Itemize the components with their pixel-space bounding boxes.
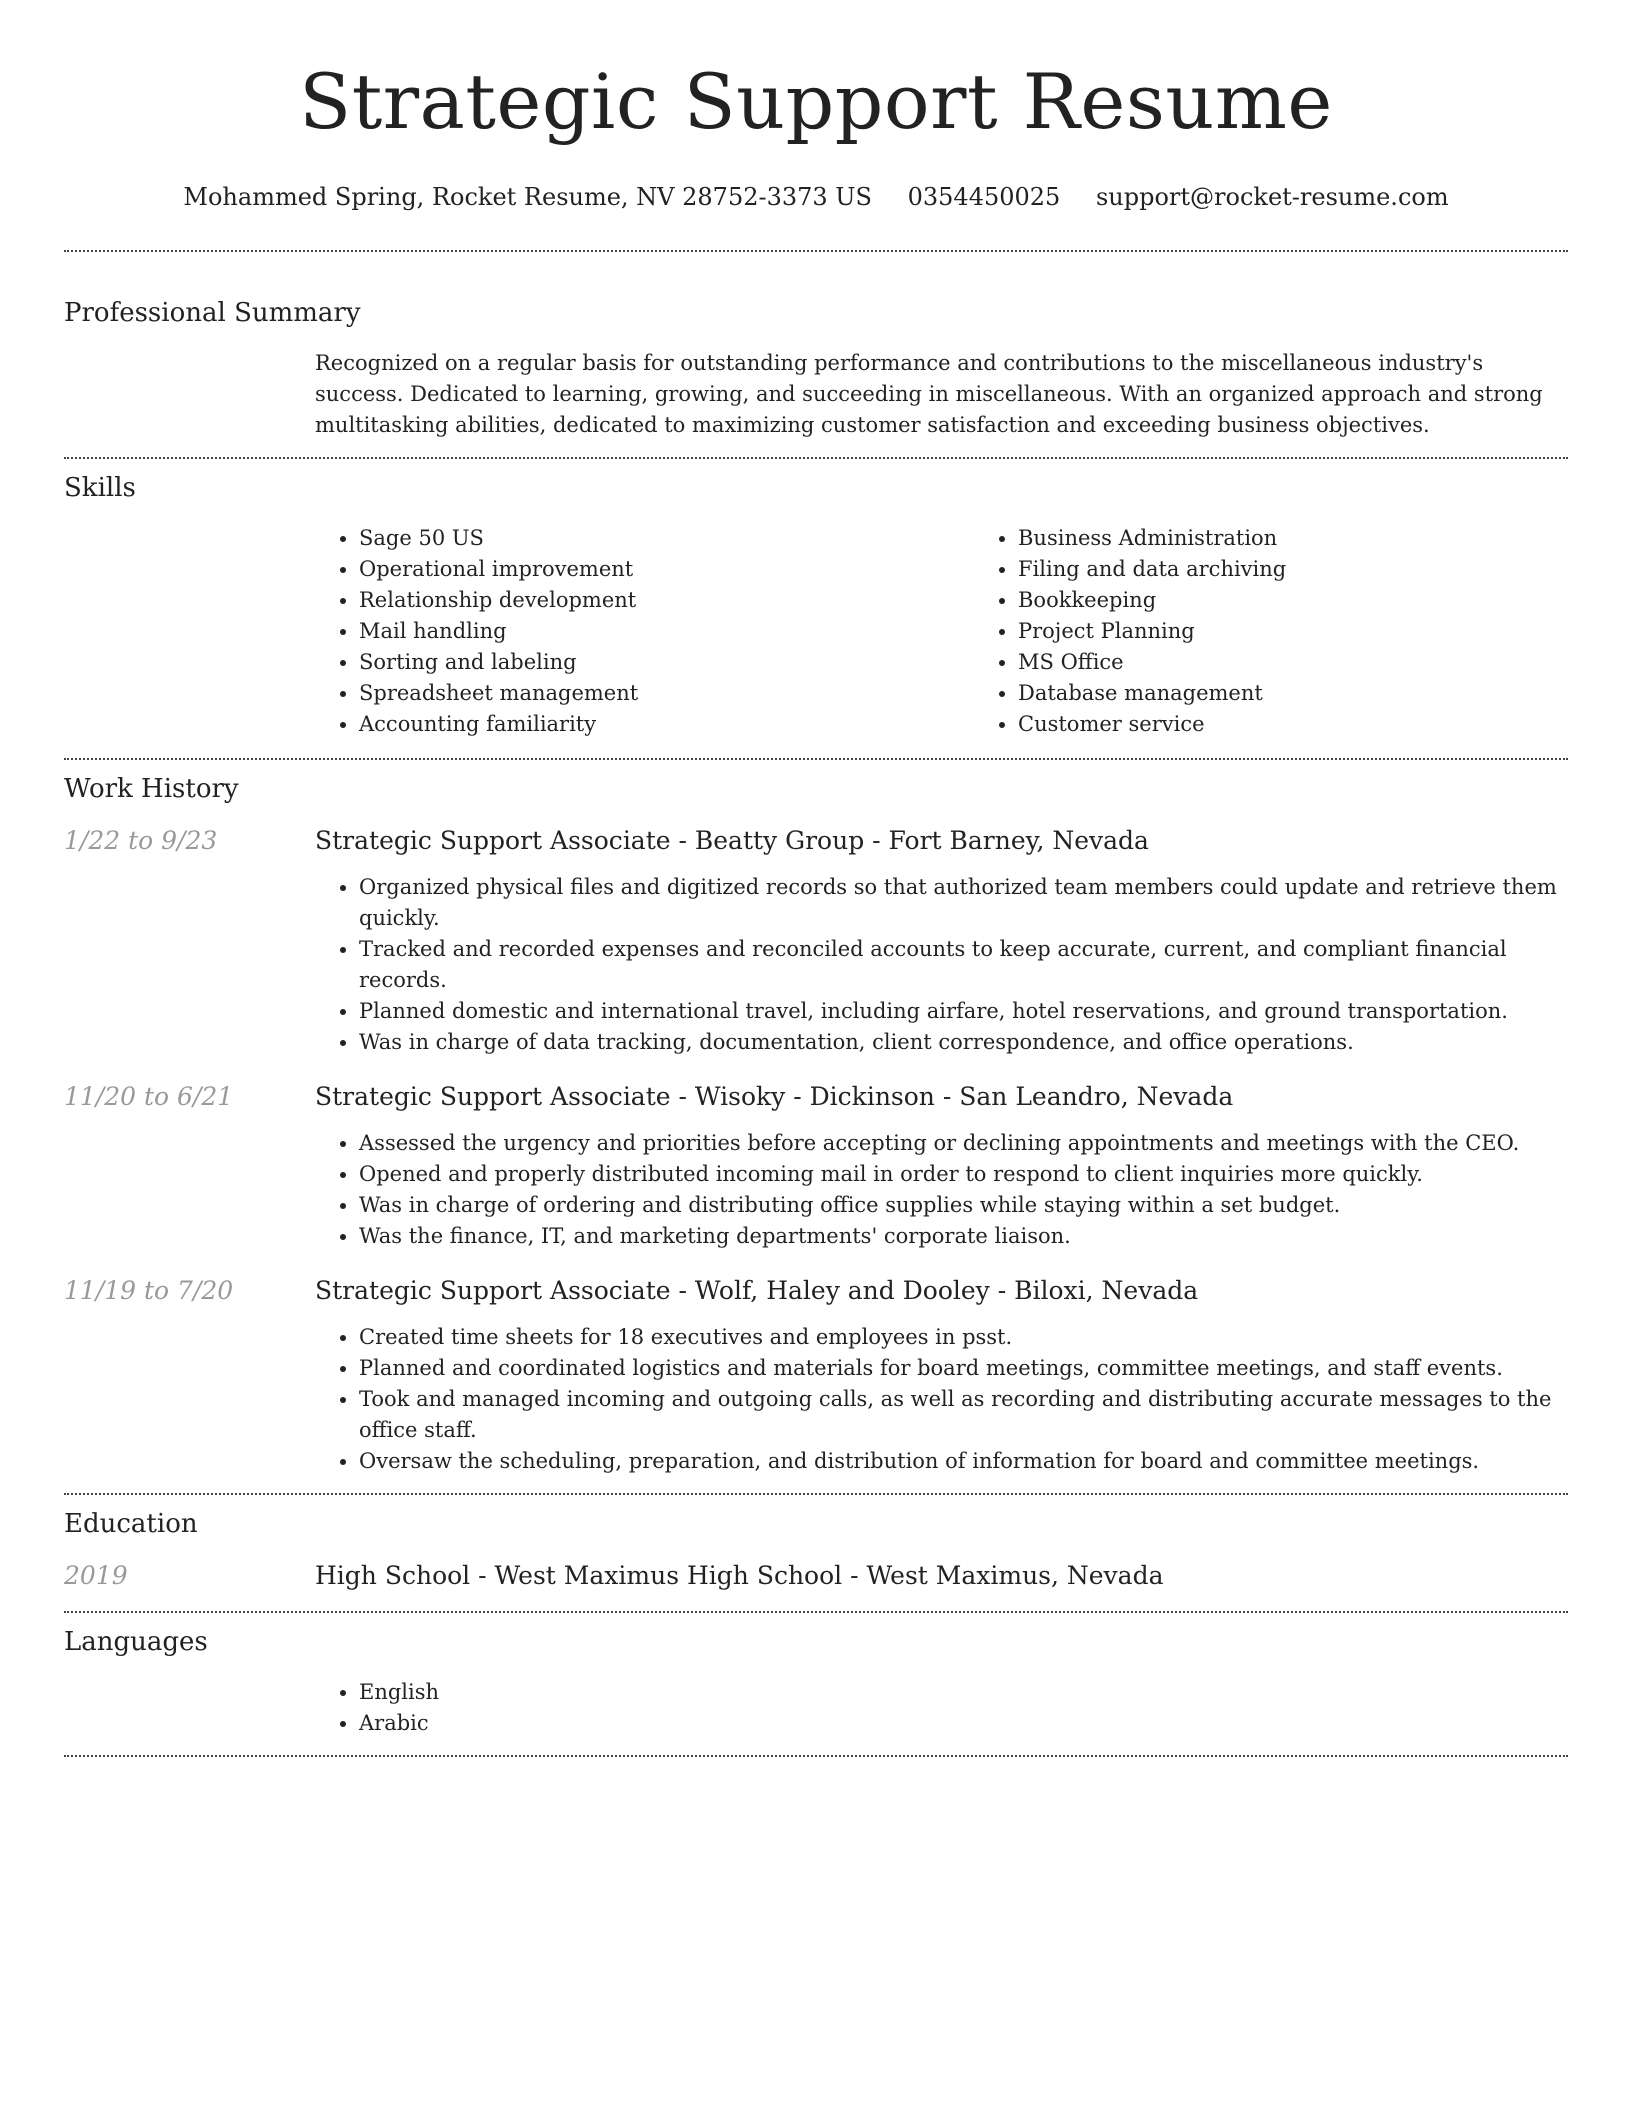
job-bullet: • Was in charge of ordering and distributing office supplies while staying within a set budget. xyxy=(359,1190,1568,1221)
job-bullet: • Opened and properly distributed incoming mail in order to respond to client inquiries more quickly. xyxy=(359,1159,1568,1190)
skill-item: • Bookkeeping xyxy=(1018,585,1632,616)
job-bullet: • Organized physical files and digitized records so that authorized team members could update and retrieve them quickly. xyxy=(359,872,1568,934)
skill-item: • Operational improvement xyxy=(359,554,974,585)
skill-item: • MS Office xyxy=(1018,647,1632,678)
email-link[interactable]: support@rocket-resume.com xyxy=(1095,183,1449,211)
skills-list-left xyxy=(315,523,974,740)
work-history-section xyxy=(64,760,1568,1477)
education-heading-text: High School - West Maximus High School - West Maximus, Nevada xyxy=(315,1561,1164,1590)
skills-section xyxy=(64,459,1568,758)
summary-section xyxy=(64,252,1568,457)
phone-text: 0354450025 xyxy=(907,183,1061,211)
language-item: • Arabic xyxy=(359,1708,1568,1739)
skills-list-right xyxy=(974,523,1632,740)
resume-title: Strategic Support Resume xyxy=(299,57,1333,146)
skill-item: • Project Planning xyxy=(1018,616,1632,647)
job-heading: Strategic Support Associate - Wisoky - Dickinson - San Leandro, Nevada xyxy=(315,1082,1234,1111)
job-entry xyxy=(64,1080,1568,1252)
address-text: Mohammed Spring, Rocket Resume, NV 28752-3373 US xyxy=(183,183,872,211)
skill-item: • Mail handling xyxy=(359,616,974,647)
summary-heading: Professional Summary xyxy=(64,298,361,328)
education-year: 2019 xyxy=(64,1561,128,1590)
job-entry xyxy=(64,1274,1568,1477)
job-bullets xyxy=(315,872,1568,1058)
skill-item: • Sage 50 US xyxy=(359,523,974,554)
job-dates: 1/22 to 9/23 xyxy=(64,826,218,855)
job-heading: Strategic Support Associate - Wolf, Haley and Dooley - Biloxi, Nevada xyxy=(315,1276,1199,1305)
job-bullet: • Oversaw the scheduling, preparation, and distribution of information for board and committee meetings. xyxy=(359,1446,1568,1477)
language-item: • English xyxy=(359,1677,1568,1708)
job-bullet: • Planned domestic and international travel, including airfare, hotel reservations, and ground transportation. xyxy=(359,996,1568,1027)
skill-item: • Relationship development xyxy=(359,585,974,616)
job-bullet: • Assessed the urgency and priorities before accepting or declining appointments and meetings with the CEO. xyxy=(359,1128,1568,1159)
job-dates: 11/20 to 6/21 xyxy=(64,1082,234,1111)
languages-heading: Languages xyxy=(64,1627,208,1657)
work-history-heading: Work History xyxy=(64,774,239,804)
job-bullet: • Created time sheets for 18 executives and employees in psst. xyxy=(359,1322,1568,1353)
skill-item: • Filing and data archiving xyxy=(1018,554,1632,585)
job-heading: Strategic Support Associate - Beatty Group - Fort Barney, Nevada xyxy=(315,826,1149,855)
job-entry xyxy=(64,824,1568,1058)
skills-heading: Skills xyxy=(64,473,136,503)
divider xyxy=(64,1755,1568,1757)
skill-item: • Customer service xyxy=(1018,709,1632,740)
education-heading: Education xyxy=(64,1509,198,1539)
summary-text: Recognized on a regular basis for outstanding performance and contributions to the miscellaneous industry's success. Dedicated to learning, growing, and succeeding in miscellaneous. With an organized approach and strong multitasking abilities, dedicated to maximizing customer satisfaction and exceeding business objectives. xyxy=(315,351,1543,437)
skill-item: • Spreadsheet management xyxy=(359,678,974,709)
education-section xyxy=(64,1495,1568,1611)
skill-item: • Business Administration xyxy=(1018,523,1632,554)
contact-line xyxy=(64,180,1568,214)
job-bullet: • Was the finance, IT, and marketing departments' corporate liaison. xyxy=(359,1221,1568,1252)
job-bullet: • Planned and coordinated logistics and materials for board meetings, committee meetings, and staff events. xyxy=(359,1353,1568,1384)
languages-list xyxy=(315,1677,1568,1739)
job-dates: 11/19 to 7/20 xyxy=(64,1276,234,1305)
job-bullets xyxy=(315,1128,1568,1252)
job-bullets xyxy=(315,1322,1568,1477)
job-bullet: • Took and managed incoming and outgoing calls, as well as recording and distributing accurate messages to the office staff. xyxy=(359,1384,1568,1446)
skill-item: • Sorting and labeling xyxy=(359,647,974,678)
job-bullet: • Tracked and recorded expenses and reconciled accounts to keep accurate, current, and compliant financial records. xyxy=(359,934,1568,996)
skill-item: • Accounting familiarity xyxy=(359,709,974,740)
skill-item: • Database management xyxy=(1018,678,1632,709)
job-bullet: • Was in charge of data tracking, documentation, client correspondence, and office operations. xyxy=(359,1027,1568,1058)
languages-section xyxy=(64,1613,1568,1755)
